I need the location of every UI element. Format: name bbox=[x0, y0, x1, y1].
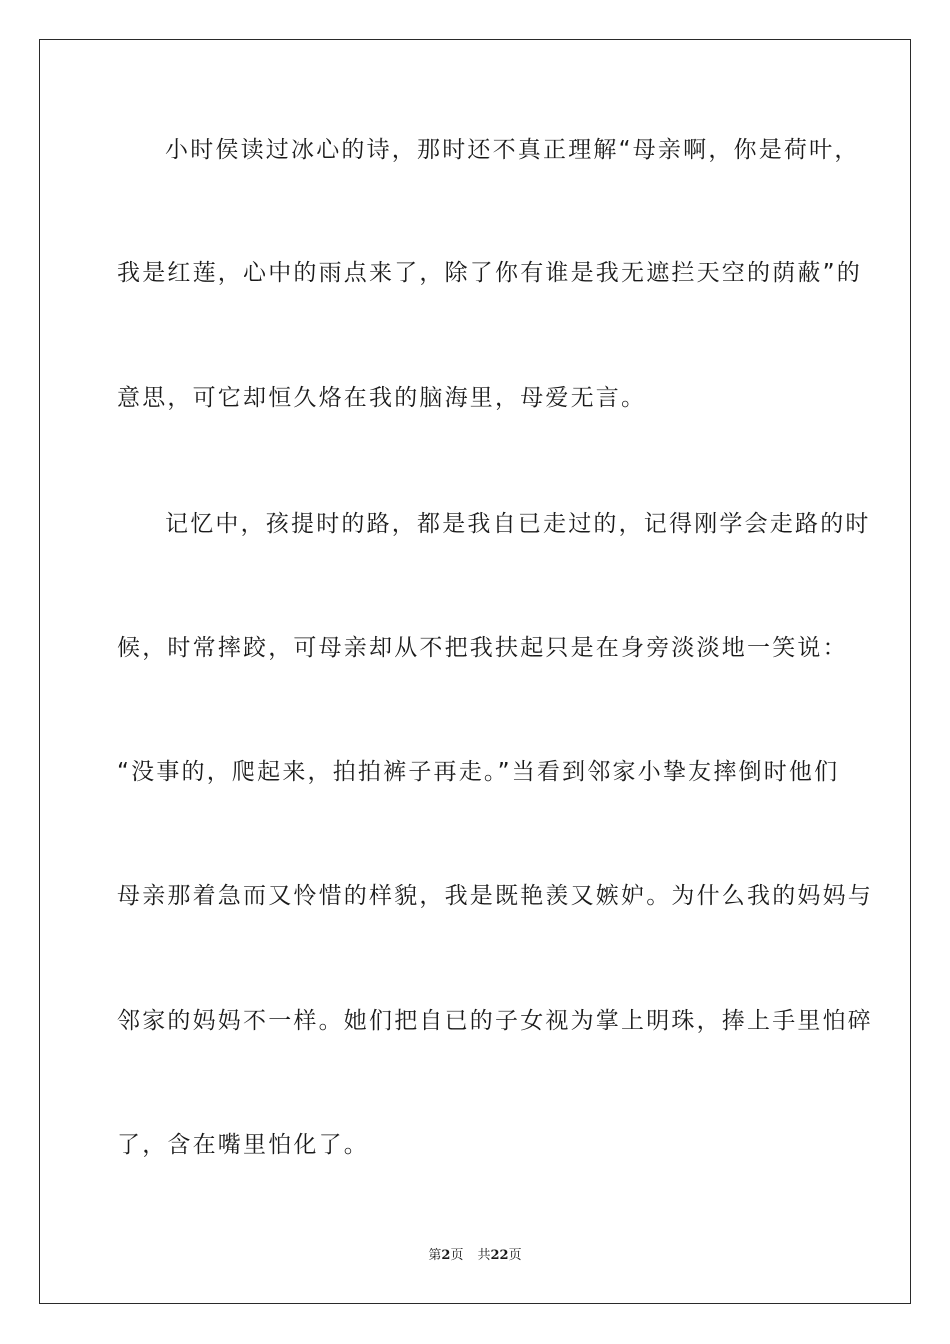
page-suffix: 页 bbox=[450, 1248, 464, 1263]
total-pages: 22 bbox=[490, 1248, 509, 1263]
total-suffix: 页 bbox=[508, 1248, 522, 1263]
paragraph-2-line-4: 母亲那着急而又怜惜的样貌，我是既艳羡又嫉妒。为什么我的妈妈与 bbox=[117, 883, 873, 909]
paragraph-2-line-3: “没事的，爬起来，拍拍裤子再走。”当看到邻家小挚友摔倒时他们 bbox=[117, 759, 840, 785]
paragraph-2-line-2: 候，时常摔跤，可母亲却从不把我扶起只是在身旁淡淡地一笑说： bbox=[117, 635, 848, 661]
paragraph-1-line-3: 意思，可它却恒久烙在我的脑海里，母爱无言。 bbox=[117, 385, 647, 411]
paragraph-1-line-1: 小时侯读过冰心的诗，那时还不真正理解“母亲啊，你是荷叶， bbox=[165, 137, 860, 163]
page-prefix: 第 bbox=[428, 1248, 442, 1263]
total-prefix: 共 bbox=[477, 1248, 491, 1263]
page-border bbox=[39, 39, 911, 1304]
page-number: 2 bbox=[441, 1248, 451, 1263]
paragraph-2-line-6: 了，含在嘴里怕化了。 bbox=[117, 1132, 369, 1158]
paragraph-1-line-2: 我是红莲，心中的雨点来了，除了你有谁是我无遮拦天空的荫蔽”的 bbox=[117, 260, 862, 286]
paragraph-2-line-1: 记忆中，孩提时的路，都是我自已走过的，记得刚学会走路的时 bbox=[165, 511, 871, 537]
page-footer bbox=[0, 1247, 950, 1265]
paragraph-2-line-5: 邻家的妈妈不一样。她们把自已的子女视为掌上明珠，捧上手里怕碎 bbox=[117, 1008, 873, 1034]
